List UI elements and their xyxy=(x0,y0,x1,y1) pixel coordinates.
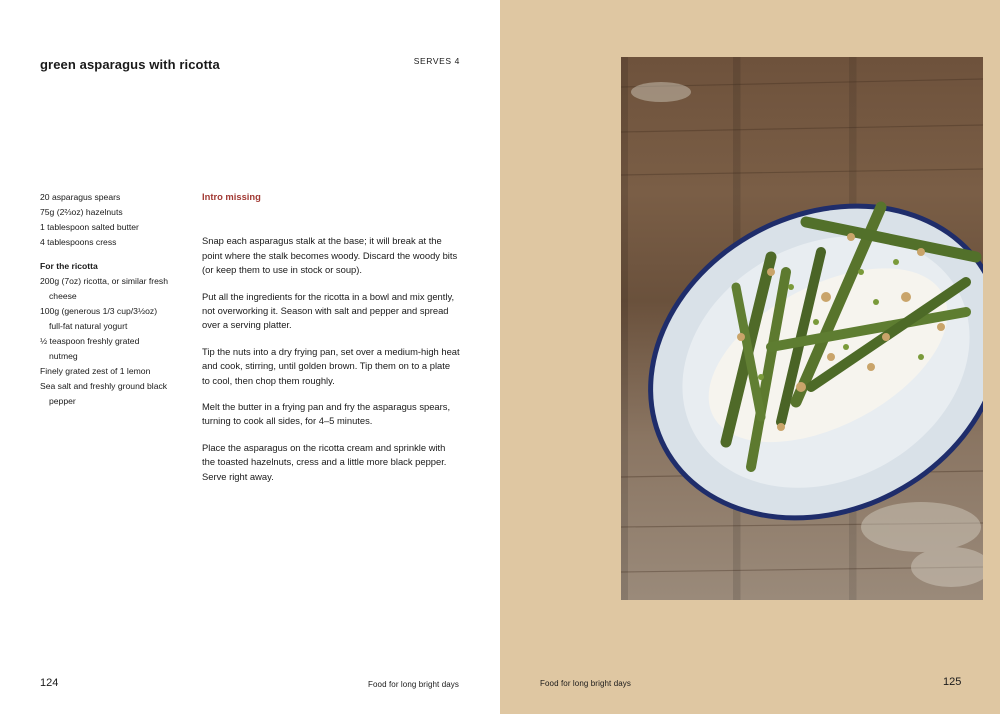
ingredient-item: 4 tablespoons cress xyxy=(40,237,117,247)
ricotta-ingredient-item: Finely grated zest of 1 lemon xyxy=(40,366,151,376)
page-number-right: 125 xyxy=(943,676,962,688)
running-footer-right: Food for long bright days xyxy=(540,679,631,688)
ricotta-heading: For the ricotta xyxy=(40,261,98,271)
page-number-left: 124 xyxy=(40,677,59,689)
method-step: Put all the ingredients for the ricotta in a bowl and mix gently, not overworking it. Season with salt and pepper and spread over a serving platter. xyxy=(202,290,455,331)
method-step: Tip the nuts into a dry frying pan, set over a medium-high heat and cook, stirring, until golden brown. Tip them on to a plate to cool, then chop them roughly. xyxy=(202,345,460,386)
method-text xyxy=(202,190,460,496)
ricotta-ingredient-item: Sea salt and freshly ground black pepper xyxy=(40,381,168,406)
ingredient-list xyxy=(40,190,170,409)
running-footer-left: Food for long bright days xyxy=(368,680,459,689)
intro-text: Intro missing xyxy=(202,191,261,202)
method-step: Snap each asparagus stalk at the base; it will break at the point where the stalk becomes woody. Discard the woody bits (or keep them to use in stock or soup). xyxy=(202,235,458,276)
ingredient-item: 20 asparagus spears xyxy=(40,192,121,202)
ingredient-item: 75g (2⅔oz) hazelnuts xyxy=(40,207,123,217)
method-step: Place the asparagus on the ricotta cream and sprinkle with the toasted hazelnuts, cress and a little more black pepper. Serve right away. xyxy=(202,441,447,482)
plate-illustration xyxy=(621,57,983,600)
ingredient-item: 1 tablespoon salted butter xyxy=(40,222,139,232)
ricotta-ingredient-item: 200g (7oz) ricotta, or similar fresh cheese xyxy=(40,276,168,301)
recipe-title: green asparagus with ricotta xyxy=(40,57,220,72)
method-step: Melt the butter in a frying pan and fry the asparagus spears, turning to cook all sides, for 4–5 minutes. xyxy=(202,401,451,427)
serves-label: SERVES 4 xyxy=(413,56,460,66)
ricotta-ingredient-item: 100g (generous 1/3 cup/3½oz) full-fat natural yogurt xyxy=(40,306,158,331)
ricotta-ingredient-item: ½ teaspoon freshly grated nutmeg xyxy=(40,336,140,361)
asparagus-photo xyxy=(621,57,983,600)
